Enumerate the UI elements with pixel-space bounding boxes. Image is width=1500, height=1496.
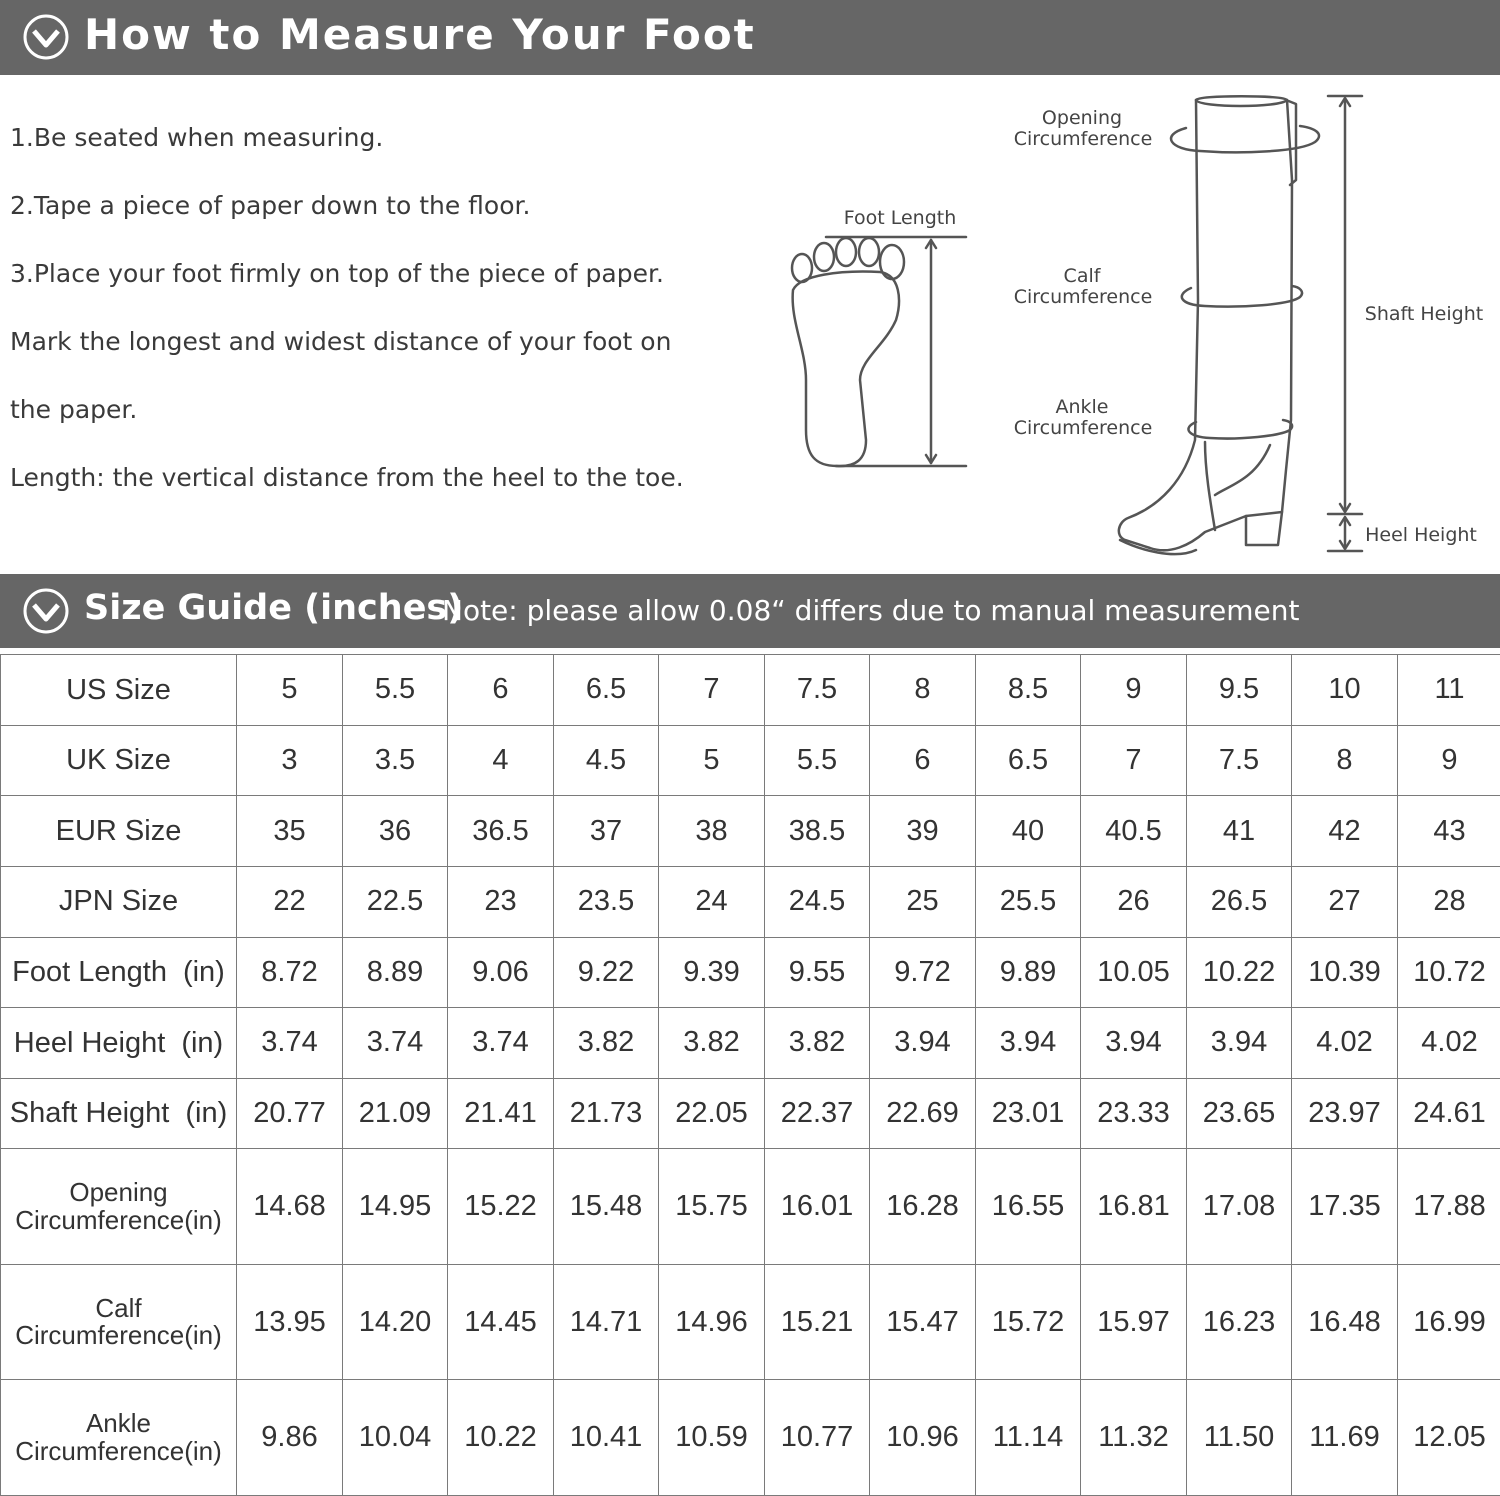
table-cell: 36.5 — [448, 796, 554, 867]
table-cell: 15.97 — [1081, 1264, 1187, 1380]
table-cell: 6.5 — [554, 655, 659, 726]
table-row — [1, 1149, 1500, 1265]
table-cell: 3.74 — [448, 1008, 554, 1079]
table-cell: 9 — [1081, 655, 1187, 726]
measure-title: How to Measure Your Foot — [84, 10, 756, 59]
table-cell: 3 — [237, 725, 343, 796]
table-cell: 7 — [659, 655, 765, 726]
table-cell: 3.74 — [343, 1008, 448, 1079]
table-cell: 24 — [659, 866, 765, 937]
table-cell: 6 — [870, 725, 976, 796]
table-cell: 21.09 — [343, 1078, 448, 1149]
row-unit: (in) — [185, 1097, 228, 1130]
table-cell: 39 — [870, 796, 976, 867]
row-unit: (in) — [184, 1435, 222, 1466]
row-label: Ankle — [85, 1408, 152, 1439]
table-cell: 8 — [1292, 725, 1398, 796]
foot-outline-icon — [792, 238, 904, 466]
row-header — [1, 796, 237, 867]
table-cell: 14.45 — [448, 1264, 554, 1380]
chevron-down-circle-icon — [22, 587, 70, 635]
table-cell: 5.5 — [343, 655, 448, 726]
table-cell: 7 — [1081, 725, 1187, 796]
table-cell: 38.5 — [765, 796, 870, 867]
table-cell: 16.99 — [1398, 1264, 1500, 1380]
table-cell: 3.5 — [343, 725, 448, 796]
ankle-label: Ankle — [1055, 396, 1109, 418]
row-header — [1, 1264, 237, 1380]
table-cell: 9.86 — [237, 1380, 343, 1496]
row-label: Foot Length — [12, 956, 167, 989]
row-header — [1, 1380, 237, 1496]
table-cell: 14.71 — [554, 1264, 659, 1380]
row-unit: (in) — [181, 1026, 224, 1059]
table-cell: 17.08 — [1187, 1149, 1292, 1265]
table-cell: 10.04 — [343, 1380, 448, 1496]
table-cell: 16.01 — [765, 1149, 870, 1265]
row-label: UK Size — [66, 744, 171, 777]
table-cell: 23.97 — [1292, 1078, 1398, 1149]
table-cell: 36 — [343, 796, 448, 867]
table-row — [1, 1264, 1500, 1380]
table-cell: 24.61 — [1398, 1078, 1500, 1149]
size-guide-note: Note: please allow 0.08“ differs due to manual measurement — [442, 594, 1300, 627]
table-cell: 10.22 — [448, 1380, 554, 1496]
table-cell: 25.5 — [976, 866, 1081, 937]
table-cell: 23 — [448, 866, 554, 937]
row-label: JPN Size — [58, 885, 179, 918]
table-cell: 9.89 — [976, 937, 1081, 1008]
table-cell: 4 — [448, 725, 554, 796]
measurement-diagram — [780, 80, 1500, 570]
table-cell: 14.96 — [659, 1264, 765, 1380]
table-cell: 23.01 — [976, 1078, 1081, 1149]
table-cell: 15.22 — [448, 1149, 554, 1265]
table-cell: 9.39 — [659, 937, 765, 1008]
table-cell: 9.22 — [554, 937, 659, 1008]
table-cell: 6 — [448, 655, 554, 726]
row-label: Calf — [95, 1292, 142, 1323]
size-guide-header — [0, 574, 1500, 648]
table-cell: 14.68 — [237, 1149, 343, 1265]
row-label: EUR Size — [55, 814, 182, 847]
table-row — [1, 725, 1500, 796]
table-cell: 10.96 — [870, 1380, 976, 1496]
table-cell: 10.05 — [1081, 937, 1187, 1008]
table-cell: 10.39 — [1292, 937, 1398, 1008]
table-cell: 9.72 — [870, 937, 976, 1008]
table-cell: 11.14 — [976, 1380, 1081, 1496]
table-cell: 15.47 — [870, 1264, 976, 1380]
table-cell: 13.95 — [237, 1264, 343, 1380]
row-unit: (in) — [184, 1320, 222, 1351]
opening-label: Opening — [1041, 107, 1123, 129]
table-cell: 4.02 — [1292, 1008, 1398, 1079]
table-cell: 27 — [1292, 866, 1398, 937]
row-label: Heel Height — [13, 1026, 166, 1059]
table-cell: 3.82 — [554, 1008, 659, 1079]
table-cell: 14.20 — [343, 1264, 448, 1380]
table-cell: 16.28 — [870, 1149, 976, 1265]
row-label-line2: Circumference — [15, 1435, 185, 1466]
row-header — [1, 655, 237, 726]
table-row — [1, 1008, 1500, 1079]
table-cell: 25 — [870, 866, 976, 937]
size-guide-title: Size Guide (inches) — [84, 588, 464, 628]
table-cell: 3.94 — [976, 1008, 1081, 1079]
table-cell: 9.55 — [765, 937, 870, 1008]
table-cell: 22.5 — [343, 866, 448, 937]
size-chart-table — [0, 654, 1500, 1496]
table-row — [1, 1380, 1500, 1496]
chevron-down-circle-icon — [22, 13, 70, 61]
row-label: Opening — [69, 1177, 168, 1208]
table-cell: 6.5 — [976, 725, 1081, 796]
row-header — [1, 1078, 237, 1149]
table-row — [1, 1078, 1500, 1149]
row-header — [1, 937, 237, 1008]
table-cell: 4.5 — [554, 725, 659, 796]
table-cell: 40 — [976, 796, 1081, 867]
table-row — [1, 655, 1500, 726]
table-cell: 4.02 — [1398, 1008, 1500, 1079]
table-cell: 17.35 — [1292, 1149, 1398, 1265]
table-cell: 16.81 — [1081, 1149, 1187, 1265]
table-cell: 8.5 — [976, 655, 1081, 726]
table-cell: 35 — [237, 796, 343, 867]
table-cell: 43 — [1398, 796, 1500, 867]
table-cell: 16.23 — [1187, 1264, 1292, 1380]
table-cell: 15.72 — [976, 1264, 1081, 1380]
table-cell: 3.82 — [765, 1008, 870, 1079]
table-cell: 24.5 — [765, 866, 870, 937]
boot-outline-icon — [1119, 96, 1319, 554]
calf-label: Calf — [1063, 265, 1101, 287]
calf-label-2: Circumference — [1013, 286, 1153, 308]
row-unit: (in) — [182, 956, 225, 989]
table-cell: 37 — [554, 796, 659, 867]
table-cell: 11.50 — [1187, 1380, 1292, 1496]
table-cell: 38 — [659, 796, 765, 867]
table-cell: 7.5 — [1187, 725, 1292, 796]
table-cell: 15.21 — [765, 1264, 870, 1380]
table-cell: 26 — [1081, 866, 1187, 937]
table-cell: 5.5 — [765, 725, 870, 796]
table-cell: 3.94 — [1081, 1008, 1187, 1079]
table-cell: 22.69 — [870, 1078, 976, 1149]
table-cell: 22.05 — [659, 1078, 765, 1149]
table-cell: 28 — [1398, 866, 1500, 937]
table-cell: 22.37 — [765, 1078, 870, 1149]
shaft-height-label: Shaft Height — [1364, 303, 1484, 325]
table-cell: 16.55 — [976, 1149, 1081, 1265]
table-cell: 7.5 — [765, 655, 870, 726]
table-cell: 42 — [1292, 796, 1398, 867]
row-label-line2: Circumference — [15, 1320, 185, 1351]
table-cell: 3.74 — [237, 1008, 343, 1079]
table-cell: 21.73 — [554, 1078, 659, 1149]
table-cell: 8 — [870, 655, 976, 726]
table-cell: 10.72 — [1398, 937, 1500, 1008]
row-label-line2: Circumference — [15, 1204, 185, 1235]
table-cell: 14.95 — [343, 1149, 448, 1265]
ankle-label-2: Circumference — [1013, 417, 1153, 439]
row-header — [1, 725, 237, 796]
table-cell: 41 — [1187, 796, 1292, 867]
table-cell: 40.5 — [1081, 796, 1187, 867]
table-cell: 10 — [1292, 655, 1398, 726]
table-cell: 5 — [659, 725, 765, 796]
row-header — [1, 1149, 237, 1265]
instruction-line: 3.Place your foot firmly on top of the piece of paper. — [10, 259, 664, 288]
row-label: US Size — [66, 673, 171, 706]
table-cell: 10.59 — [659, 1380, 765, 1496]
opening-label-2: Circumference — [1013, 128, 1153, 150]
table-row — [1, 937, 1500, 1008]
table-cell: 11 — [1398, 655, 1500, 726]
table-cell: 9.06 — [448, 937, 554, 1008]
table-cell: 20.77 — [237, 1078, 343, 1149]
instruction-line: 2.Tape a piece of paper down to the floor. — [10, 191, 531, 220]
table-cell: 15.75 — [659, 1149, 765, 1265]
instruction-line: Length: the vertical distance from the heel to the toe. — [10, 463, 684, 492]
table-cell: 22 — [237, 866, 343, 937]
table-cell: 3.82 — [659, 1008, 765, 1079]
table-cell: 17.88 — [1398, 1149, 1500, 1265]
table-cell: 23.33 — [1081, 1078, 1187, 1149]
row-label: Shaft Height — [9, 1097, 170, 1130]
table-cell: 11.69 — [1292, 1380, 1398, 1496]
table-row — [1, 796, 1500, 867]
table-cell: 3.94 — [870, 1008, 976, 1079]
table-cell: 15.48 — [554, 1149, 659, 1265]
instruction-line: Mark the longest and widest distance of your foot on — [10, 327, 672, 356]
table-cell: 8.89 — [343, 937, 448, 1008]
foot-length-label: Foot Length — [843, 207, 957, 229]
heel-height-label: Heel Height — [1365, 524, 1477, 546]
table-cell: 10.41 — [554, 1380, 659, 1496]
table-cell: 9.5 — [1187, 655, 1292, 726]
table-cell: 5 — [237, 655, 343, 726]
instruction-line: 1.Be seated when measuring. — [10, 123, 384, 152]
measure-header — [0, 0, 1500, 75]
table-cell: 23.5 — [554, 866, 659, 937]
table-row — [1, 866, 1500, 937]
row-header — [1, 866, 237, 937]
table-cell: 10.77 — [765, 1380, 870, 1496]
instruction-line: the paper. — [10, 395, 138, 424]
table-cell: 3.94 — [1187, 1008, 1292, 1079]
table-cell: 10.22 — [1187, 937, 1292, 1008]
row-header — [1, 1008, 237, 1079]
table-cell: 23.65 — [1187, 1078, 1292, 1149]
table-cell: 12.05 — [1398, 1380, 1500, 1496]
table-cell: 8.72 — [237, 937, 343, 1008]
row-unit: (in) — [184, 1204, 222, 1235]
table-cell: 26.5 — [1187, 866, 1292, 937]
table-cell: 21.41 — [448, 1078, 554, 1149]
table-cell: 16.48 — [1292, 1264, 1398, 1380]
table-cell: 9 — [1398, 725, 1500, 796]
table-cell: 11.32 — [1081, 1380, 1187, 1496]
